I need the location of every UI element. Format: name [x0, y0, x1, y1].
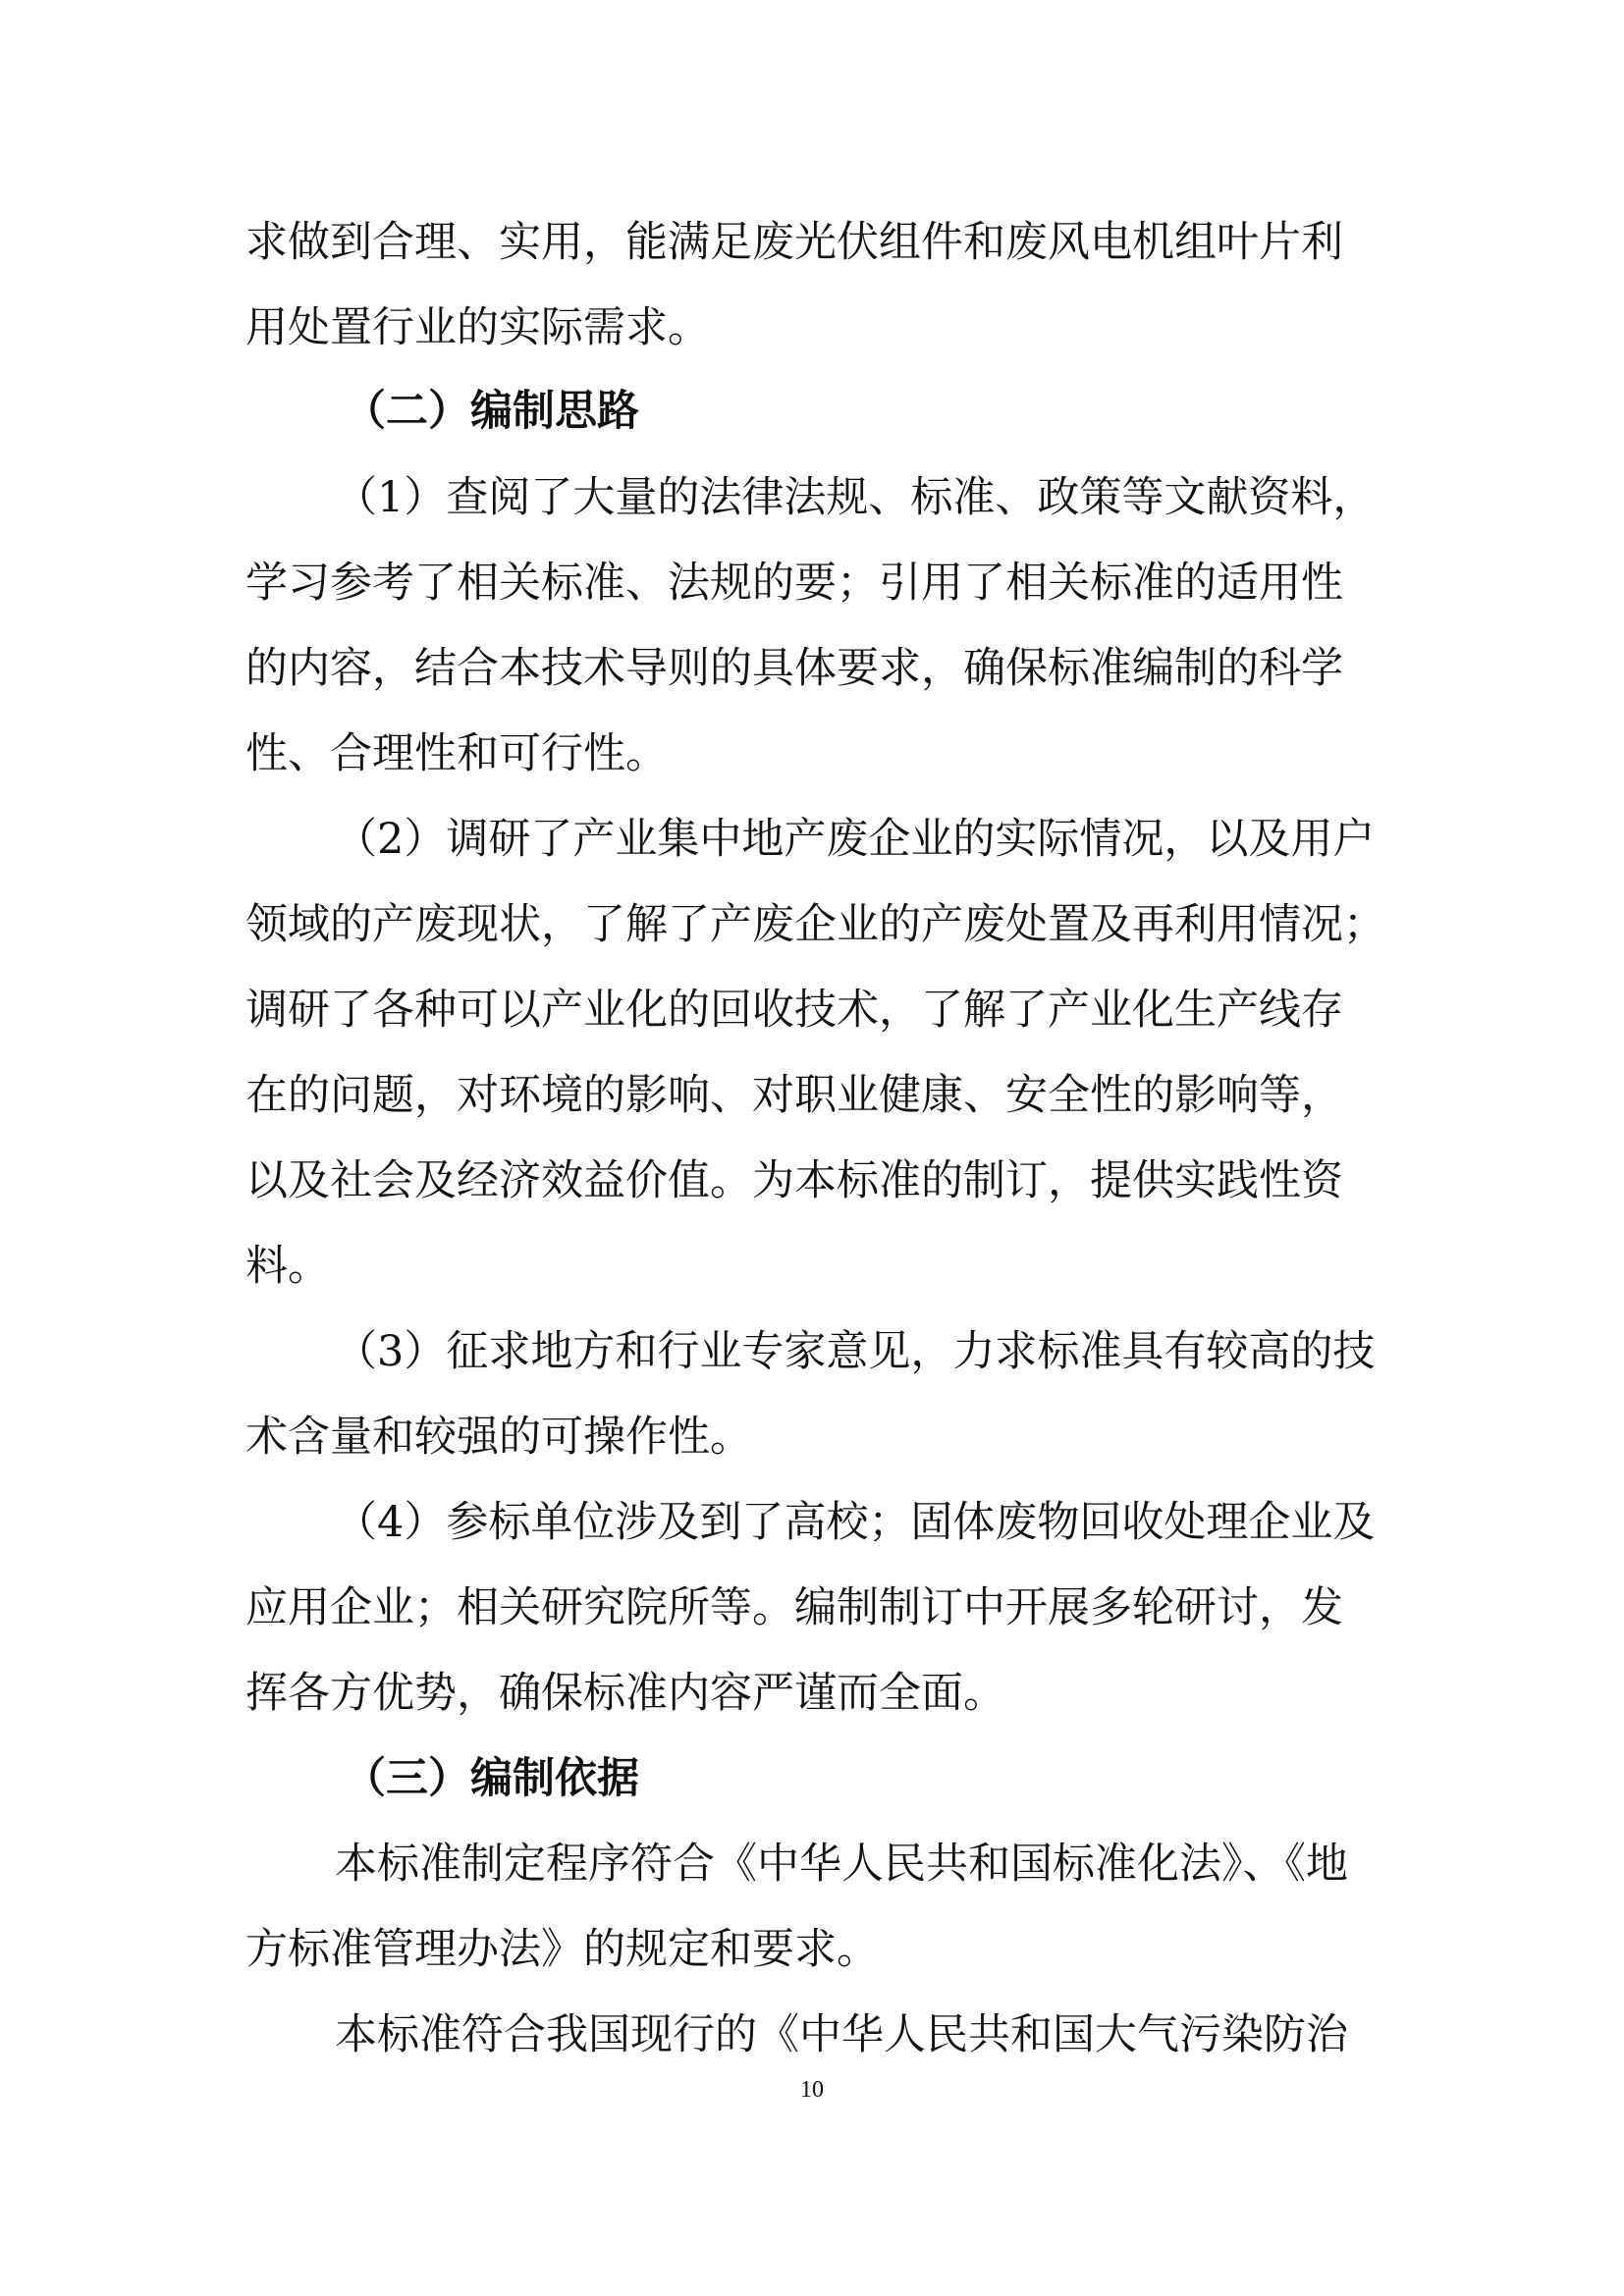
text-line: 挥各方优势，确保标准内容严谨而全面。: [245, 1669, 1005, 1718]
paragraph-first-line: 本标准制定程序符合《中华人民共和国标准化法》、《地: [335, 1840, 1348, 1889]
paragraph-first-line: （2）调研了产业集中地产废企业的实际情况，以及用户: [335, 815, 1376, 864]
text-line: 方标准管理办法》的规定和要求。: [245, 1925, 879, 1974]
text-line: 料。: [245, 1242, 330, 1291]
text-line: 求做到合理、实用，能满足废光伏组件和废风电机组叶片利: [245, 218, 1343, 267]
text-line: 的内容，结合本技术导则的具体要求，确保标准编制的科学: [245, 644, 1343, 693]
paragraph-first-line: 本标准符合我国现行的《中华人民共和国大气污染防治: [335, 2010, 1348, 2059]
section-heading: （三）编制依据: [344, 1754, 639, 1803]
paragraph-first-line: （4）参标单位涉及到了高校；固体废物回收处理企业及: [335, 1498, 1376, 1547]
paragraph-first-line: （3）征求地方和行业专家意见，力求标准具有较高的技: [335, 1327, 1376, 1376]
page-number: 10: [800, 2077, 824, 2103]
text-line: 领域的产废现状，了解了产废企业的产废处置及再利用情况；: [245, 900, 1385, 949]
text-line: 术含量和较强的可操作性。: [245, 1413, 752, 1462]
text-line: 学习参考了相关标准、法规的要；引用了相关标准的适用性: [245, 559, 1343, 608]
text-line: 调研了各种可以产业化的回收技术，了解了产业化生产线存: [245, 986, 1343, 1035]
section-heading: （二）编制思路: [344, 387, 639, 436]
text-line: 用处置行业的实际需求。: [245, 303, 710, 352]
text-line: 应用企业；相关研究院所等。编制制订中开展多轮研讨，发: [245, 1583, 1343, 1632]
text-line: 以及社会及经济效益价值。为本标准的制订，提供实践性资: [245, 1156, 1343, 1205]
text-line: 在的问题，对环境的影响、对职业健康、安全性的影响等，: [245, 1071, 1343, 1120]
paragraph-first-line: （1）查阅了大量的法律法规、标准、政策等文献资料，: [335, 473, 1376, 522]
text-line: 性、合理性和可行性。: [245, 729, 668, 778]
